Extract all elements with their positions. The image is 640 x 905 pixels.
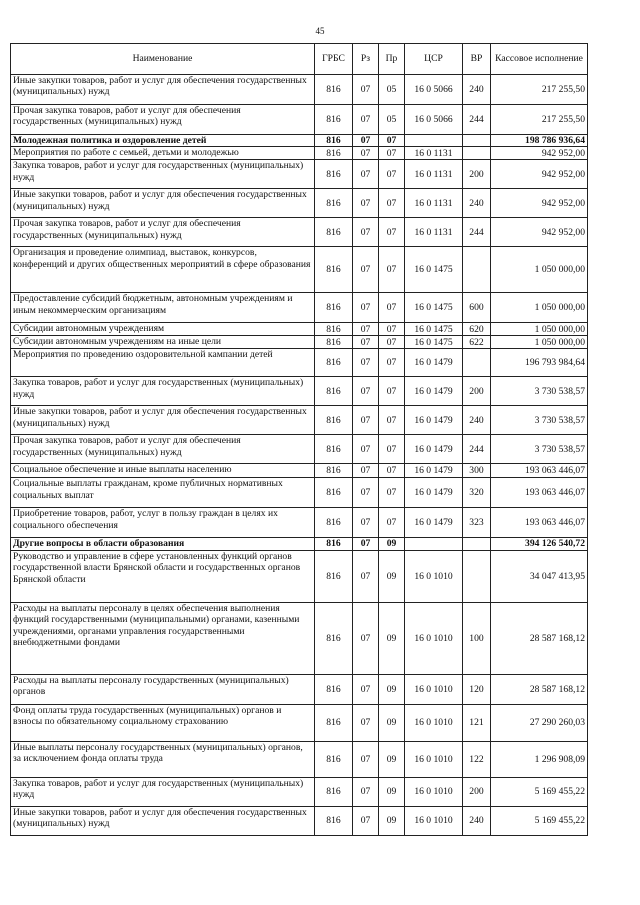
cell-grbs: 816 <box>315 435 353 464</box>
cell-amount: 193 063 446,07 <box>491 508 588 538</box>
cell-amount: 942 952,00 <box>491 218 588 247</box>
cell-name: Расходы на выплаты персоналу государственных (муниципальных) органов <box>11 674 315 704</box>
cell-vr: 122 <box>463 741 491 777</box>
cell-rz: 07 <box>353 478 379 508</box>
cell-vr: 200 <box>463 377 491 406</box>
cell-name: Мероприятия по проведению оздоровительной кампании детей <box>11 349 315 377</box>
cell-rz: 07 <box>353 147 379 160</box>
cell-rz: 07 <box>353 464 379 478</box>
cell-csr: 16 0 1010 <box>405 602 463 674</box>
cell-name: Руководство и управление в сфере установленных функций органов государственной власти Брянской области и государственных органов Брянской области <box>11 550 315 602</box>
cell-grbs: 816 <box>315 218 353 247</box>
cell-csr <box>405 538 463 550</box>
cell-vr <box>463 135 491 147</box>
cell-vr: 200 <box>463 777 491 806</box>
cell-rz: 07 <box>353 293 379 323</box>
header-csr: ЦСР <box>405 44 463 75</box>
cell-pr: 07 <box>379 135 405 147</box>
cell-name: Закупка товаров, работ и услуг для государственных (муниципальных) нужд <box>11 777 315 806</box>
cell-grbs: 816 <box>315 550 353 602</box>
cell-pr: 09 <box>379 806 405 835</box>
cell-pr: 09 <box>379 704 405 741</box>
cell-grbs: 816 <box>315 377 353 406</box>
cell-amount: 942 952,00 <box>491 160 588 189</box>
cell-name: Фонд оплаты труда государственных (муниципальных) органов и взносы по обязательному социальному страхованию <box>11 704 315 741</box>
cell-amount: 5 169 455,22 <box>491 806 588 835</box>
cell-amount: 942 952,00 <box>491 189 588 218</box>
cell-pr: 07 <box>379 406 405 435</box>
cell-grbs: 816 <box>315 508 353 538</box>
table-row <box>11 293 588 323</box>
cell-csr: 16 0 5066 <box>405 75 463 105</box>
cell-pr: 07 <box>379 160 405 189</box>
table-row <box>11 247 588 293</box>
cell-rz: 07 <box>353 777 379 806</box>
cell-vr: 240 <box>463 806 491 835</box>
cell-csr: 16 0 1479 <box>405 464 463 478</box>
cell-grbs: 816 <box>315 75 353 105</box>
table-row <box>11 160 588 189</box>
cell-csr: 16 0 1479 <box>405 406 463 435</box>
cell-grbs: 816 <box>315 323 353 336</box>
cell-rz: 07 <box>353 674 379 704</box>
cell-vr: 320 <box>463 478 491 508</box>
cell-amount: 394 126 540,72 <box>491 538 588 550</box>
cell-grbs: 816 <box>315 189 353 218</box>
cell-csr: 16 0 1131 <box>405 189 463 218</box>
cell-pr: 09 <box>379 674 405 704</box>
cell-amount: 196 793 984,64 <box>491 349 588 377</box>
cell-csr: 16 0 1131 <box>405 147 463 160</box>
cell-amount: 193 063 446,07 <box>491 478 588 508</box>
cell-rz: 07 <box>353 75 379 105</box>
cell-amount: 1 050 000,00 <box>491 336 588 349</box>
table-row <box>11 704 588 741</box>
table-row <box>11 777 588 806</box>
header-pr: Пр <box>379 44 405 75</box>
cell-vr: 620 <box>463 323 491 336</box>
cell-grbs: 816 <box>315 806 353 835</box>
cell-rz: 07 <box>353 218 379 247</box>
cell-csr: 16 0 1010 <box>405 550 463 602</box>
cell-pr: 07 <box>379 377 405 406</box>
cell-rz: 07 <box>353 135 379 147</box>
cell-rz: 07 <box>353 336 379 349</box>
cell-name: Социальные выплаты гражданам, кроме публичных нормативных социальных выплат <box>11 478 315 508</box>
budget-execution-table <box>10 43 588 836</box>
cell-amount: 1 296 908,09 <box>491 741 588 777</box>
table-row <box>11 602 588 674</box>
cell-rz: 07 <box>353 704 379 741</box>
cell-vr <box>463 538 491 550</box>
cell-rz: 07 <box>353 741 379 777</box>
cell-name: Социальное обеспечение и иные выплаты населению <box>11 464 315 478</box>
cell-vr: 240 <box>463 189 491 218</box>
cell-csr: 16 0 1475 <box>405 323 463 336</box>
cell-pr: 07 <box>379 478 405 508</box>
table-row <box>11 377 588 406</box>
cell-amount: 28 587 168,12 <box>491 602 588 674</box>
cell-grbs: 816 <box>315 538 353 550</box>
cell-pr: 09 <box>379 550 405 602</box>
cell-csr: 16 0 1479 <box>405 349 463 377</box>
table-row <box>11 435 588 464</box>
table-row <box>11 464 588 478</box>
cell-name: Предоставление субсидий бюджетным, автономным учреждениям и иным некоммерческим организациям <box>11 293 315 323</box>
table-row <box>11 806 588 835</box>
cell-grbs: 816 <box>315 602 353 674</box>
cell-csr: 16 0 1479 <box>405 435 463 464</box>
header-vr: ВР <box>463 44 491 75</box>
cell-pr: 07 <box>379 323 405 336</box>
cell-csr: 16 0 1131 <box>405 218 463 247</box>
header-rz: Рз <box>353 44 379 75</box>
cell-vr: 323 <box>463 508 491 538</box>
cell-vr: 240 <box>463 75 491 105</box>
cell-vr <box>463 247 491 293</box>
cell-grbs: 816 <box>315 406 353 435</box>
cell-rz: 07 <box>353 806 379 835</box>
cell-csr: 16 0 1010 <box>405 704 463 741</box>
cell-pr: 07 <box>379 247 405 293</box>
table-row <box>11 323 588 336</box>
cell-pr: 07 <box>379 336 405 349</box>
cell-amount: 34 047 413,95 <box>491 550 588 602</box>
cell-csr: 16 0 1479 <box>405 377 463 406</box>
cell-pr: 07 <box>379 147 405 160</box>
cell-grbs: 816 <box>315 147 353 160</box>
cell-name: Прочая закупка товаров, работ и услуг для обеспечения государственных (муниципальных) нужд <box>11 218 315 247</box>
cell-grbs: 816 <box>315 464 353 478</box>
cell-pr: 07 <box>379 218 405 247</box>
cell-amount: 3 730 538,57 <box>491 377 588 406</box>
cell-amount: 5 169 455,22 <box>491 777 588 806</box>
cell-vr: 121 <box>463 704 491 741</box>
cell-name: Молодежная политика и оздоровление детей <box>11 135 315 147</box>
cell-pr: 07 <box>379 349 405 377</box>
cell-pr: 05 <box>379 75 405 105</box>
cell-rz: 07 <box>353 538 379 550</box>
cell-rz: 07 <box>353 105 379 135</box>
cell-grbs: 816 <box>315 105 353 135</box>
cell-name: Иные закупки товаров, работ и услуг для обеспечения государственных (муниципальных) нужд <box>11 806 315 835</box>
header-name: Наименование <box>11 44 315 75</box>
table-row <box>11 336 588 349</box>
cell-amount: 3 730 538,57 <box>491 406 588 435</box>
cell-csr: 16 0 1475 <box>405 247 463 293</box>
cell-name: Иные закупки товаров, работ и услуг для обеспечения государственных (муниципальных) нужд <box>11 406 315 435</box>
cell-amount: 942 952,00 <box>491 147 588 160</box>
cell-amount: 27 290 260,03 <box>491 704 588 741</box>
cell-pr: 07 <box>379 508 405 538</box>
cell-name: Иные закупки товаров, работ и услуг для обеспечения государственных (муниципальных) нужд <box>11 75 315 105</box>
cell-vr: 120 <box>463 674 491 704</box>
cell-amount: 28 587 168,12 <box>491 674 588 704</box>
cell-pr: 09 <box>379 741 405 777</box>
table-row <box>11 189 588 218</box>
table-row <box>11 75 588 105</box>
cell-rz: 07 <box>353 189 379 218</box>
cell-amount: 1 050 000,00 <box>491 247 588 293</box>
cell-vr: 244 <box>463 435 491 464</box>
table-row <box>11 550 588 602</box>
cell-amount: 217 255,50 <box>491 105 588 135</box>
cell-name: Приобретение товаров, работ, услуг в пользу граждан в целях их социального обеспечения <box>11 508 315 538</box>
cell-name: Субсидии автономным учреждениям <box>11 323 315 336</box>
cell-grbs: 816 <box>315 478 353 508</box>
cell-vr: 300 <box>463 464 491 478</box>
table-row <box>11 478 588 508</box>
cell-vr <box>463 349 491 377</box>
cell-vr: 244 <box>463 218 491 247</box>
cell-grbs: 816 <box>315 741 353 777</box>
cell-rz: 07 <box>353 377 379 406</box>
cell-rz: 07 <box>353 247 379 293</box>
cell-csr: 16 0 1475 <box>405 293 463 323</box>
cell-vr: 100 <box>463 602 491 674</box>
page-number: 45 <box>315 26 325 36</box>
table-row <box>11 674 588 704</box>
table-row <box>11 147 588 160</box>
cell-name: Закупка товаров, работ и услуг для государственных (муниципальных) нужд <box>11 377 315 406</box>
header-amount: Кассовое исполнение <box>491 44 588 75</box>
cell-amount: 198 786 936,64 <box>491 135 588 147</box>
cell-amount: 3 730 538,57 <box>491 435 588 464</box>
table-row <box>11 349 588 377</box>
cell-pr: 05 <box>379 105 405 135</box>
table-row <box>11 741 588 777</box>
cell-pr: 07 <box>379 293 405 323</box>
cell-pr: 09 <box>379 777 405 806</box>
cell-rz: 07 <box>353 349 379 377</box>
cell-vr: 200 <box>463 160 491 189</box>
cell-name: Мероприятия по работе с семьей, детьми и молодежью <box>11 147 315 160</box>
cell-name: Организация и проведение олимпиад, выставок, конкурсов, конференций и других общественных мероприятий в сфере образования <box>11 247 315 293</box>
table-row <box>11 406 588 435</box>
table-row <box>11 538 588 550</box>
cell-grbs: 816 <box>315 704 353 741</box>
cell-rz: 07 <box>353 160 379 189</box>
cell-rz: 07 <box>353 550 379 602</box>
cell-csr: 16 0 1475 <box>405 336 463 349</box>
cell-vr: 240 <box>463 406 491 435</box>
cell-pr: 07 <box>379 189 405 218</box>
cell-pr: 09 <box>379 602 405 674</box>
cell-rz: 07 <box>353 602 379 674</box>
cell-name: Иные закупки товаров, работ и услуг для обеспечения государственных (муниципальных) нужд <box>11 189 315 218</box>
cell-pr: 09 <box>379 538 405 550</box>
table-row <box>11 508 588 538</box>
cell-name: Расходы на выплаты персоналу в целях обеспечения выполнения функций государственными (муниципальными) органами, казенными учреждениями, органами управления государственными внебюджетными фондами <box>11 602 315 674</box>
cell-grbs: 816 <box>315 160 353 189</box>
cell-amount: 1 050 000,00 <box>491 323 588 336</box>
cell-vr <box>463 550 491 602</box>
cell-name: Субсидии автономным учреждениям на иные цели <box>11 336 315 349</box>
cell-csr: 16 0 1010 <box>405 674 463 704</box>
cell-vr: 600 <box>463 293 491 323</box>
cell-pr: 07 <box>379 464 405 478</box>
cell-rz: 07 <box>353 508 379 538</box>
cell-grbs: 816 <box>315 135 353 147</box>
table-row <box>11 105 588 135</box>
cell-grbs: 816 <box>315 349 353 377</box>
cell-csr: 16 0 1010 <box>405 741 463 777</box>
cell-grbs: 816 <box>315 247 353 293</box>
table-header-row <box>11 44 588 75</box>
table-row <box>11 218 588 247</box>
cell-name: Иные выплаты персоналу государственных (муниципальных) органов, за исключением фонда оплаты труда <box>11 741 315 777</box>
cell-amount: 1 050 000,00 <box>491 293 588 323</box>
cell-csr: 16 0 1479 <box>405 508 463 538</box>
cell-name: Прочая закупка товаров, работ и услуг для обеспечения государственных (муниципальных) нужд <box>11 435 315 464</box>
cell-pr: 07 <box>379 435 405 464</box>
cell-vr: 622 <box>463 336 491 349</box>
cell-grbs: 816 <box>315 293 353 323</box>
cell-rz: 07 <box>353 323 379 336</box>
cell-csr: 16 0 1131 <box>405 160 463 189</box>
cell-amount: 193 063 446,07 <box>491 464 588 478</box>
cell-csr: 16 0 5066 <box>405 105 463 135</box>
cell-csr <box>405 135 463 147</box>
cell-vr <box>463 147 491 160</box>
cell-name: Другие вопросы в области образования <box>11 538 315 550</box>
cell-name: Прочая закупка товаров, работ и услуг для обеспечения государственных (муниципальных) нужд <box>11 105 315 135</box>
cell-rz: 07 <box>353 406 379 435</box>
table-row <box>11 135 588 147</box>
header-grbs: ГРБС <box>315 44 353 75</box>
cell-grbs: 816 <box>315 777 353 806</box>
cell-csr: 16 0 1010 <box>405 777 463 806</box>
cell-csr: 16 0 1479 <box>405 478 463 508</box>
cell-rz: 07 <box>353 435 379 464</box>
cell-vr: 244 <box>463 105 491 135</box>
cell-csr: 16 0 1010 <box>405 806 463 835</box>
cell-name: Закупка товаров, работ и услуг для государственных (муниципальных) нужд <box>11 160 315 189</box>
cell-grbs: 816 <box>315 674 353 704</box>
cell-amount: 217 255,50 <box>491 75 588 105</box>
cell-grbs: 816 <box>315 336 353 349</box>
